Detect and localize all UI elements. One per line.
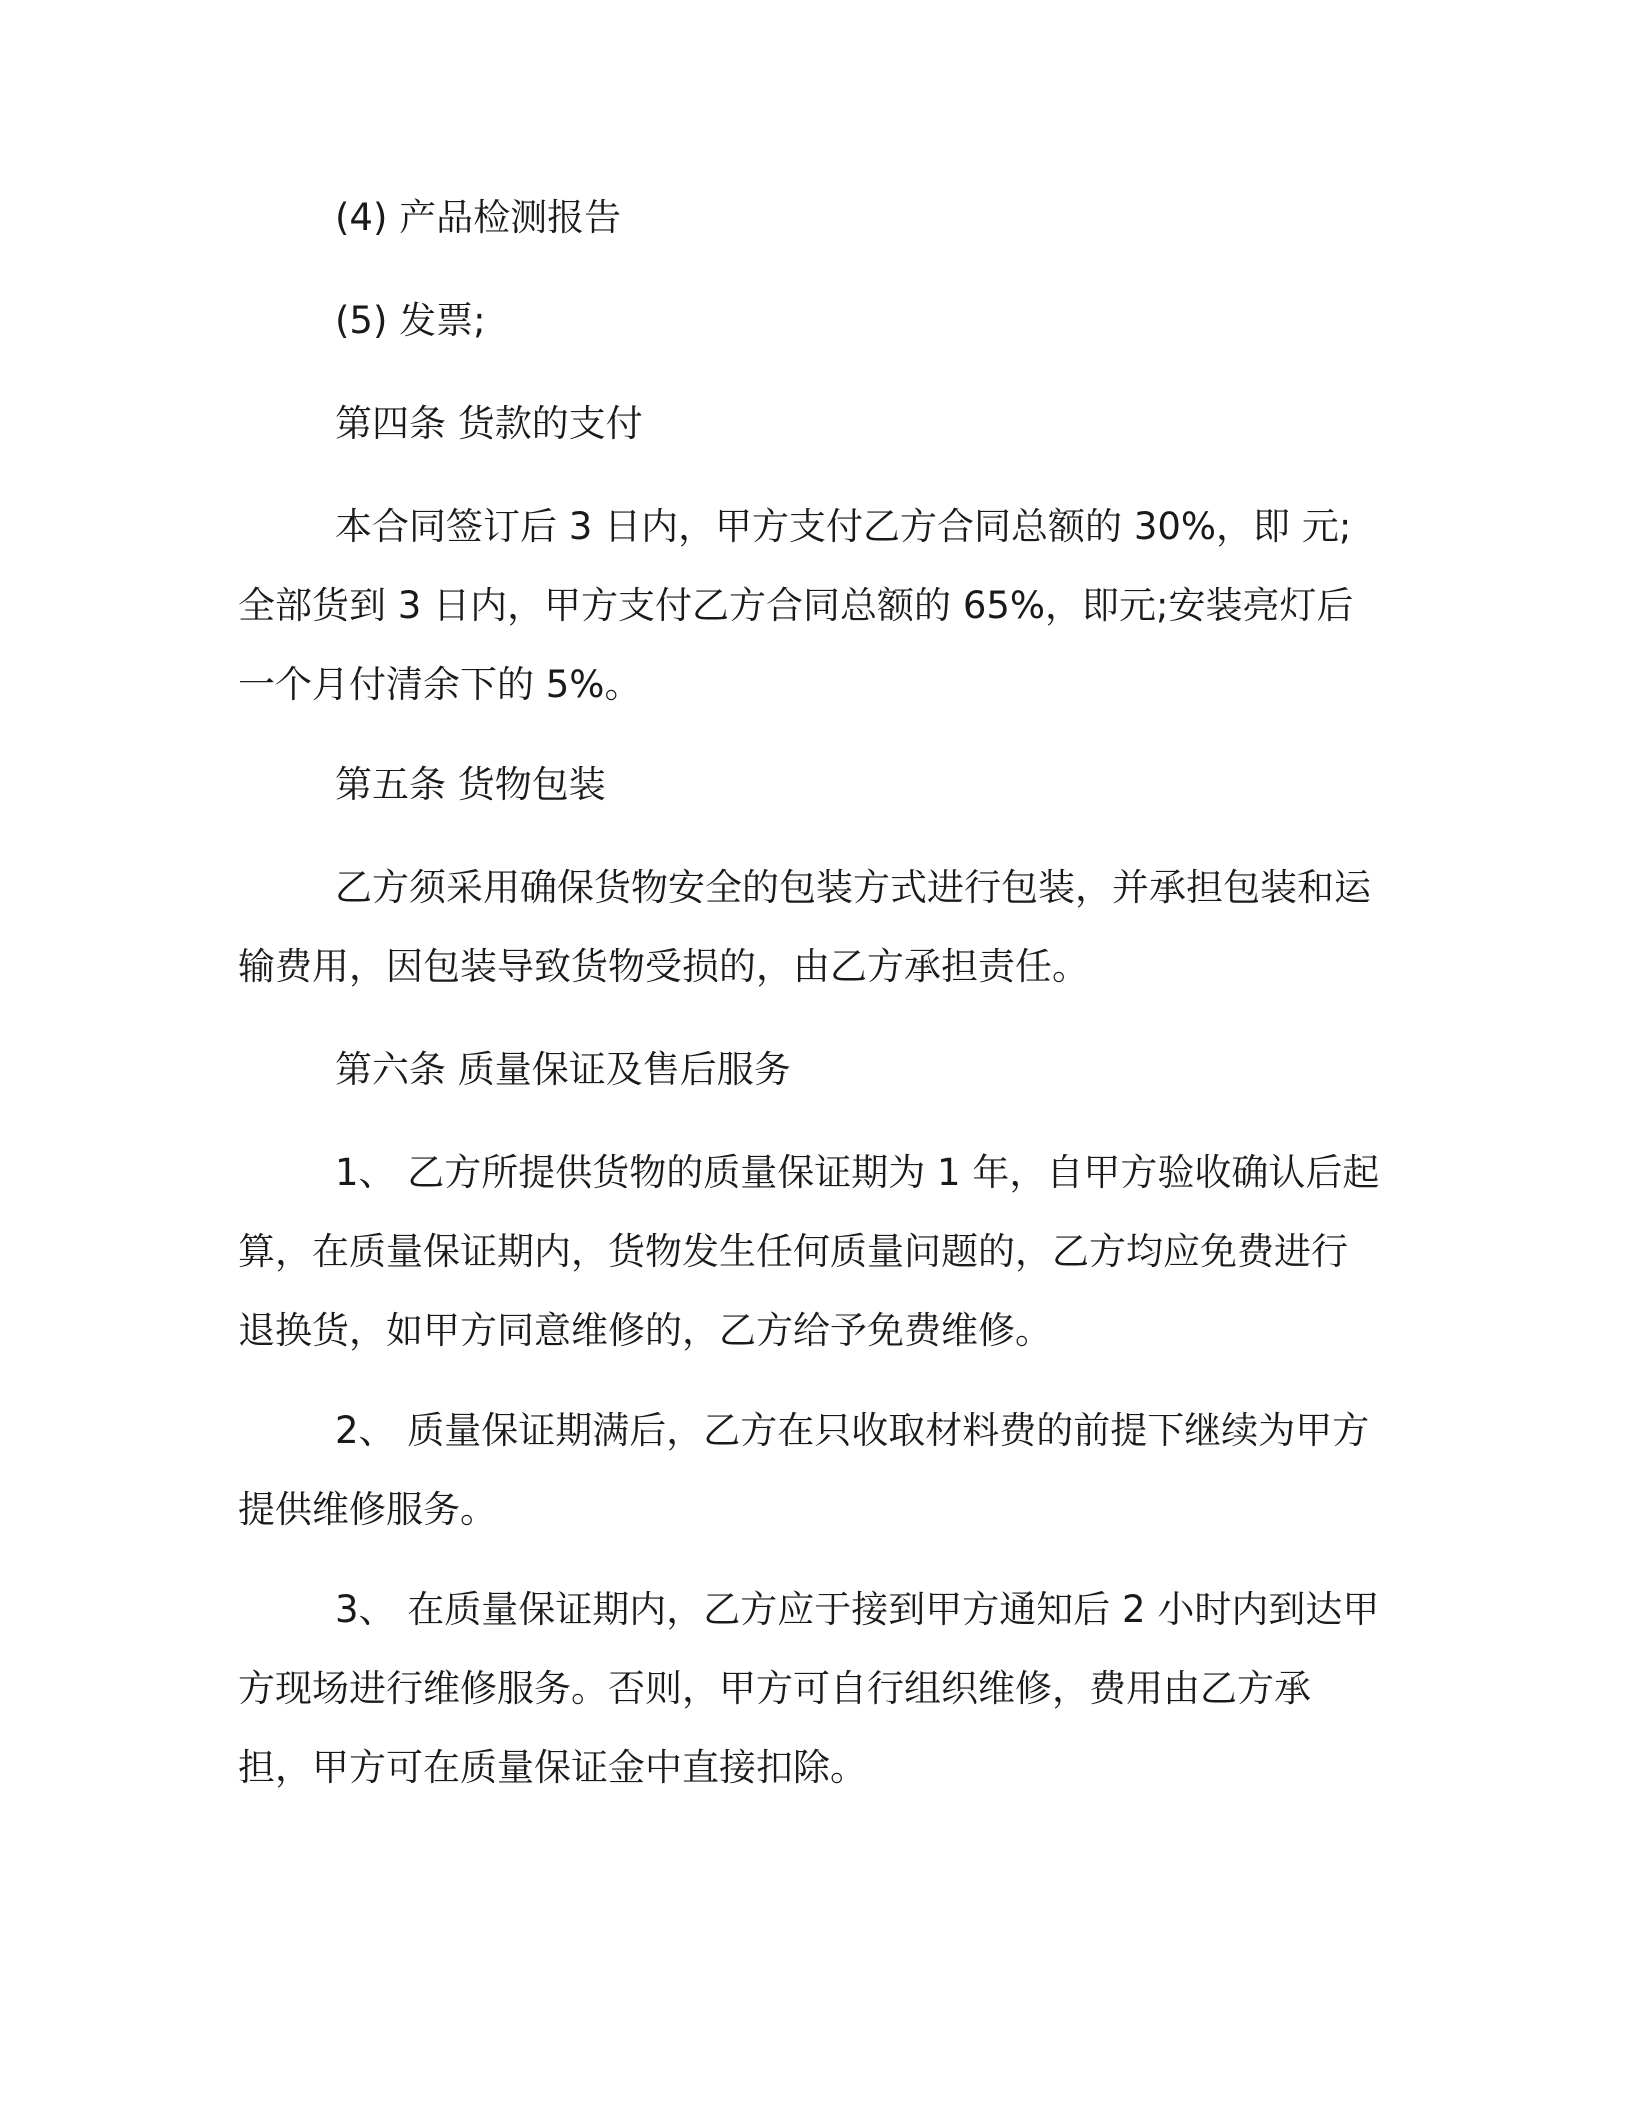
section-heading-article-5: 第五条 货物包装 xyxy=(335,763,606,806)
list-item-invoice: (5) 发票; xyxy=(335,299,486,342)
section-heading-article-6: 第六条 质量保证及售后服务 xyxy=(335,1048,791,1091)
list-item-product-test-report: (4) 产品检测报告 xyxy=(335,196,622,239)
paragraph-packaging: 乙方须采用确保货物安全的包装方式进行包装，并承担包装和运输费用，因包装导致货物受损的，由乙方承担责任。 xyxy=(238,866,1371,988)
section-heading-article-4: 第四条 货款的支付 xyxy=(335,402,643,445)
paragraph-payment-terms: 本合同签订后 3 日内，甲方支付乙方合同总额的 30%，即 元;全部货到 3 日内，甲方支付乙方合同总额的 65%，即元;安装亮灯后一个月付清余下的 5%。 xyxy=(238,505,1354,706)
paragraph-warranty-item-3: 3、 在质量保证期内，乙方应于接到甲方通知后 2 小时内到达甲方现场进行维修服务。否则，甲方可自行组织维修，费用由乙方承担，甲方可在质量保证金中直接扣除。 xyxy=(238,1588,1380,1789)
paragraph-warranty-item-2: 2、 质量保证期满后，乙方在只收取材料费的前提下继续为甲方提供维修服务。 xyxy=(238,1409,1370,1531)
paragraph-warranty-item-1: 1、 乙方所提供货物的质量保证期为 1 年，自甲方验收确认后起算，在质量保证期内，货物发生任何质量问题的，乙方均应免费进行退换货，如甲方同意维修的，乙方给予免费维修。 xyxy=(238,1151,1380,1352)
